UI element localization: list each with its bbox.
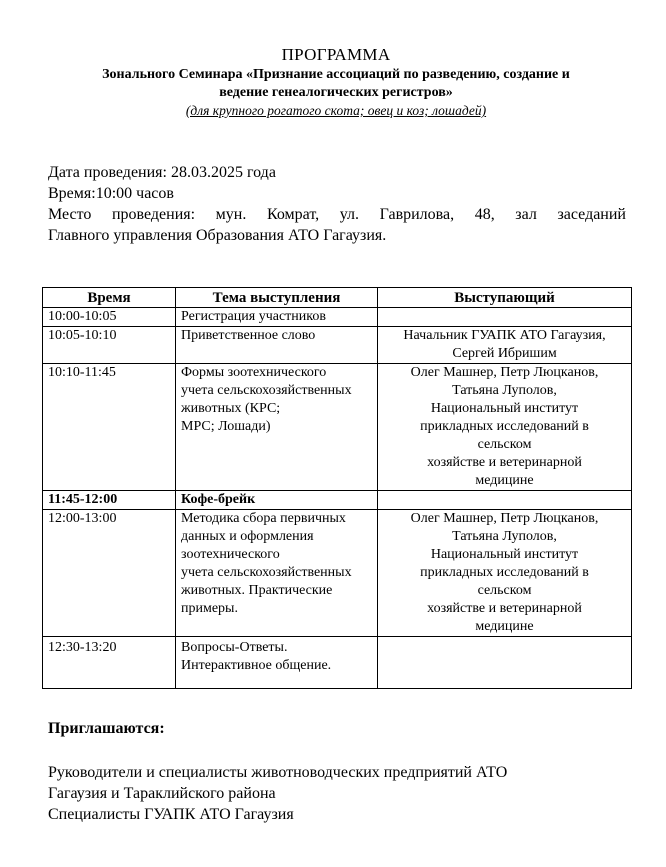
row-topic: Регистрация участников	[176, 308, 378, 327]
seminar-title-line-1: Зонального Семинара «Признание ассоциаций по разведению, создание и	[102, 67, 570, 82]
table-row	[43, 491, 632, 510]
agenda-table	[42, 287, 632, 689]
speaker-line: медицине	[475, 619, 534, 634]
row-speaker	[378, 637, 632, 689]
row-speaker	[378, 364, 632, 491]
speaker-line: Олег Машнер, Петр Люцканов,	[410, 365, 599, 380]
topic-line: примеры.	[181, 601, 238, 616]
header-speaker: Выступающий	[378, 288, 632, 308]
speaker-line: Национальный институт	[430, 401, 579, 416]
table-header-row	[43, 288, 632, 308]
topic-line: учета сельскохозяйственных	[181, 383, 352, 398]
topic-line: учета сельскохозяйственных	[181, 565, 352, 580]
invite-title: Приглашаются:	[48, 720, 165, 737]
table-row	[43, 510, 632, 637]
table-row	[43, 364, 632, 491]
invite-list	[48, 762, 628, 825]
row-time: 12:00-13:00	[43, 510, 176, 637]
seminar-note: (для крупного рогатого скота; овец и коз; лошадей)	[185, 103, 487, 118]
row-time: 10:10-11:45	[43, 364, 176, 491]
table-row	[43, 308, 632, 327]
topic-line: МРС; Лошади)	[181, 419, 271, 434]
speaker-line: прикладных исследований в	[420, 565, 589, 580]
row-time: 12:30-13:20	[43, 637, 176, 689]
speaker-line: хозяйстве и ветеринарной	[427, 455, 582, 470]
speaker-line: прикладных исследований в	[420, 419, 589, 434]
row-time: 10:05-10:10	[43, 327, 176, 364]
event-time: Время:10:00 часов	[48, 185, 174, 202]
invite-line: Гагаузия и Тараклийского района	[48, 785, 276, 802]
event-place-line-2: Главного управления Образования АТО Гагаузия.	[48, 227, 387, 244]
topic-line: данных и оформления	[181, 529, 314, 544]
speaker-line: Татьяна Луполов,	[452, 383, 557, 398]
speaker-line: Национальный институт	[430, 547, 579, 562]
event-place-line-1: Место проведения: мун. Комрат, ул. Гаврилова, 48, зал заседаний	[48, 206, 626, 223]
speaker-line: Олег Машнер, Петр Люцканов,	[410, 511, 599, 526]
topic-line: зоотехнического	[181, 547, 280, 562]
row-topic: Приветственное слово	[176, 327, 378, 364]
header-topic: Тема выступления	[176, 288, 378, 308]
row-speaker	[378, 510, 632, 637]
seminar-title-line-2: ведение генеалогических регистров»	[219, 85, 453, 100]
row-topic	[176, 364, 378, 491]
row-time: 11:45-12:00	[43, 491, 176, 510]
program-title: ПРОГРАММА	[281, 45, 391, 64]
invite-line: Руководители и специалисты животноводческих предприятий АТО	[48, 764, 508, 781]
row-topic	[176, 510, 378, 637]
seminar-title	[40, 66, 632, 102]
speaker-line: медицине	[475, 473, 534, 488]
row-speaker: Начальник ГУАПК АТО Гагаузия, Сергей Ибришим	[378, 327, 632, 364]
speaker-line: сельском	[477, 437, 532, 452]
topic-line: Интерактивное общение.	[181, 658, 332, 673]
row-speaker	[378, 491, 632, 510]
invite-line: Специалисты ГУАПК АТО Гагаузия	[48, 806, 294, 823]
event-place	[48, 204, 626, 246]
row-topic: Кофе-брейк	[176, 491, 378, 510]
event-date: Дата проведения: 28.03.2025 года	[48, 164, 276, 181]
topic-line: Методика сбора первичных	[181, 511, 346, 526]
topic-line: Формы зоотехнического	[181, 365, 327, 380]
header-time: Время	[43, 288, 176, 308]
speaker-line: Татьяна Луполов,	[452, 529, 557, 544]
row-time: 10:00-10:05	[43, 308, 176, 327]
topic-line: Вопросы-Ответы.	[181, 640, 288, 655]
speaker-line: хозяйстве и ветеринарной	[427, 601, 582, 616]
table-row	[43, 637, 632, 689]
row-topic	[176, 637, 378, 689]
topic-line: животных (КРС;	[181, 401, 281, 416]
event-info	[48, 162, 626, 246]
topic-line: животных. Практические	[181, 583, 333, 598]
speaker-line: сельском	[477, 583, 532, 598]
table-row	[43, 327, 632, 364]
row-speaker	[378, 308, 632, 327]
